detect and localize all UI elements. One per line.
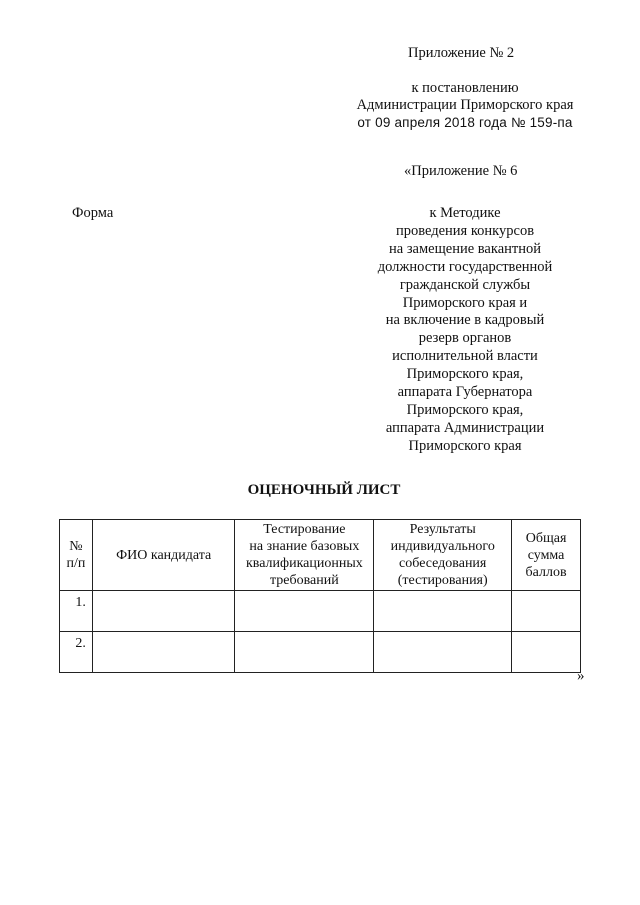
methodology-line: исполнительной власти — [392, 348, 538, 365]
cell-total-score — [512, 591, 581, 632]
table-row — [60, 632, 581, 673]
column-header-interview-results: Результаты индивидуального собеседования (тестирования) — [374, 520, 512, 591]
cell-total-score — [512, 632, 581, 673]
table-header-row — [60, 520, 581, 591]
row-number: 2. — [60, 632, 93, 673]
methodology-line: Приморского края, — [406, 401, 524, 418]
column-header-qualification-test: Тестирование на знание базовых квалификационных требований — [235, 520, 374, 591]
form-label: Форма — [72, 205, 114, 221]
column-header-number: № п/п — [60, 520, 93, 591]
methodology-line: Приморского края — [408, 437, 522, 454]
appendix-2-title: Приложение № 2 — [408, 45, 515, 61]
cell-interview-results — [374, 632, 512, 673]
appendix-6-title: «Приложение № 6 — [404, 163, 518, 179]
evaluation-sheet-title: ОЦЕНОЧНЫЙ ЛИСТ — [247, 482, 401, 498]
methodology-line: должности государственной — [377, 258, 553, 275]
cell-candidate-name — [92, 591, 235, 632]
methodology-line: Приморского края и — [402, 294, 528, 311]
methodology-line: аппарата Администрации — [385, 419, 545, 436]
decree-line-1: к постановлению — [411, 80, 519, 96]
methodology-reference — [350, 205, 580, 456]
table-row — [60, 591, 581, 632]
column-header-total-score: Общая сумма баллов — [512, 520, 581, 591]
decree-line-2: Администрации Приморского края — [356, 97, 574, 113]
decree-reference — [330, 80, 600, 131]
evaluation-table — [59, 519, 581, 673]
closing-quote: » — [577, 668, 585, 684]
methodology-line: на включение в кадровый — [385, 312, 545, 329]
methodology-line: резерв органов — [418, 330, 512, 347]
methodology-line: к Методике — [429, 205, 501, 221]
methodology-line: аппарата Губернатора — [397, 384, 533, 401]
methodology-line: гражданской службы — [399, 276, 531, 293]
cell-candidate-name — [92, 632, 235, 673]
column-header-candidate-name: ФИО кандидата — [92, 520, 235, 591]
cell-qualification-test — [235, 591, 374, 632]
methodology-line: проведения конкурсов — [395, 222, 535, 239]
row-number: 1. — [60, 591, 93, 632]
cell-interview-results — [374, 591, 512, 632]
cell-qualification-test — [235, 632, 374, 673]
methodology-line: на замещение вакантной — [389, 240, 541, 257]
decree-date-line: от 09 апреля 2018 года № 159-па — [357, 115, 573, 130]
methodology-line: Приморского края, — [406, 366, 524, 383]
